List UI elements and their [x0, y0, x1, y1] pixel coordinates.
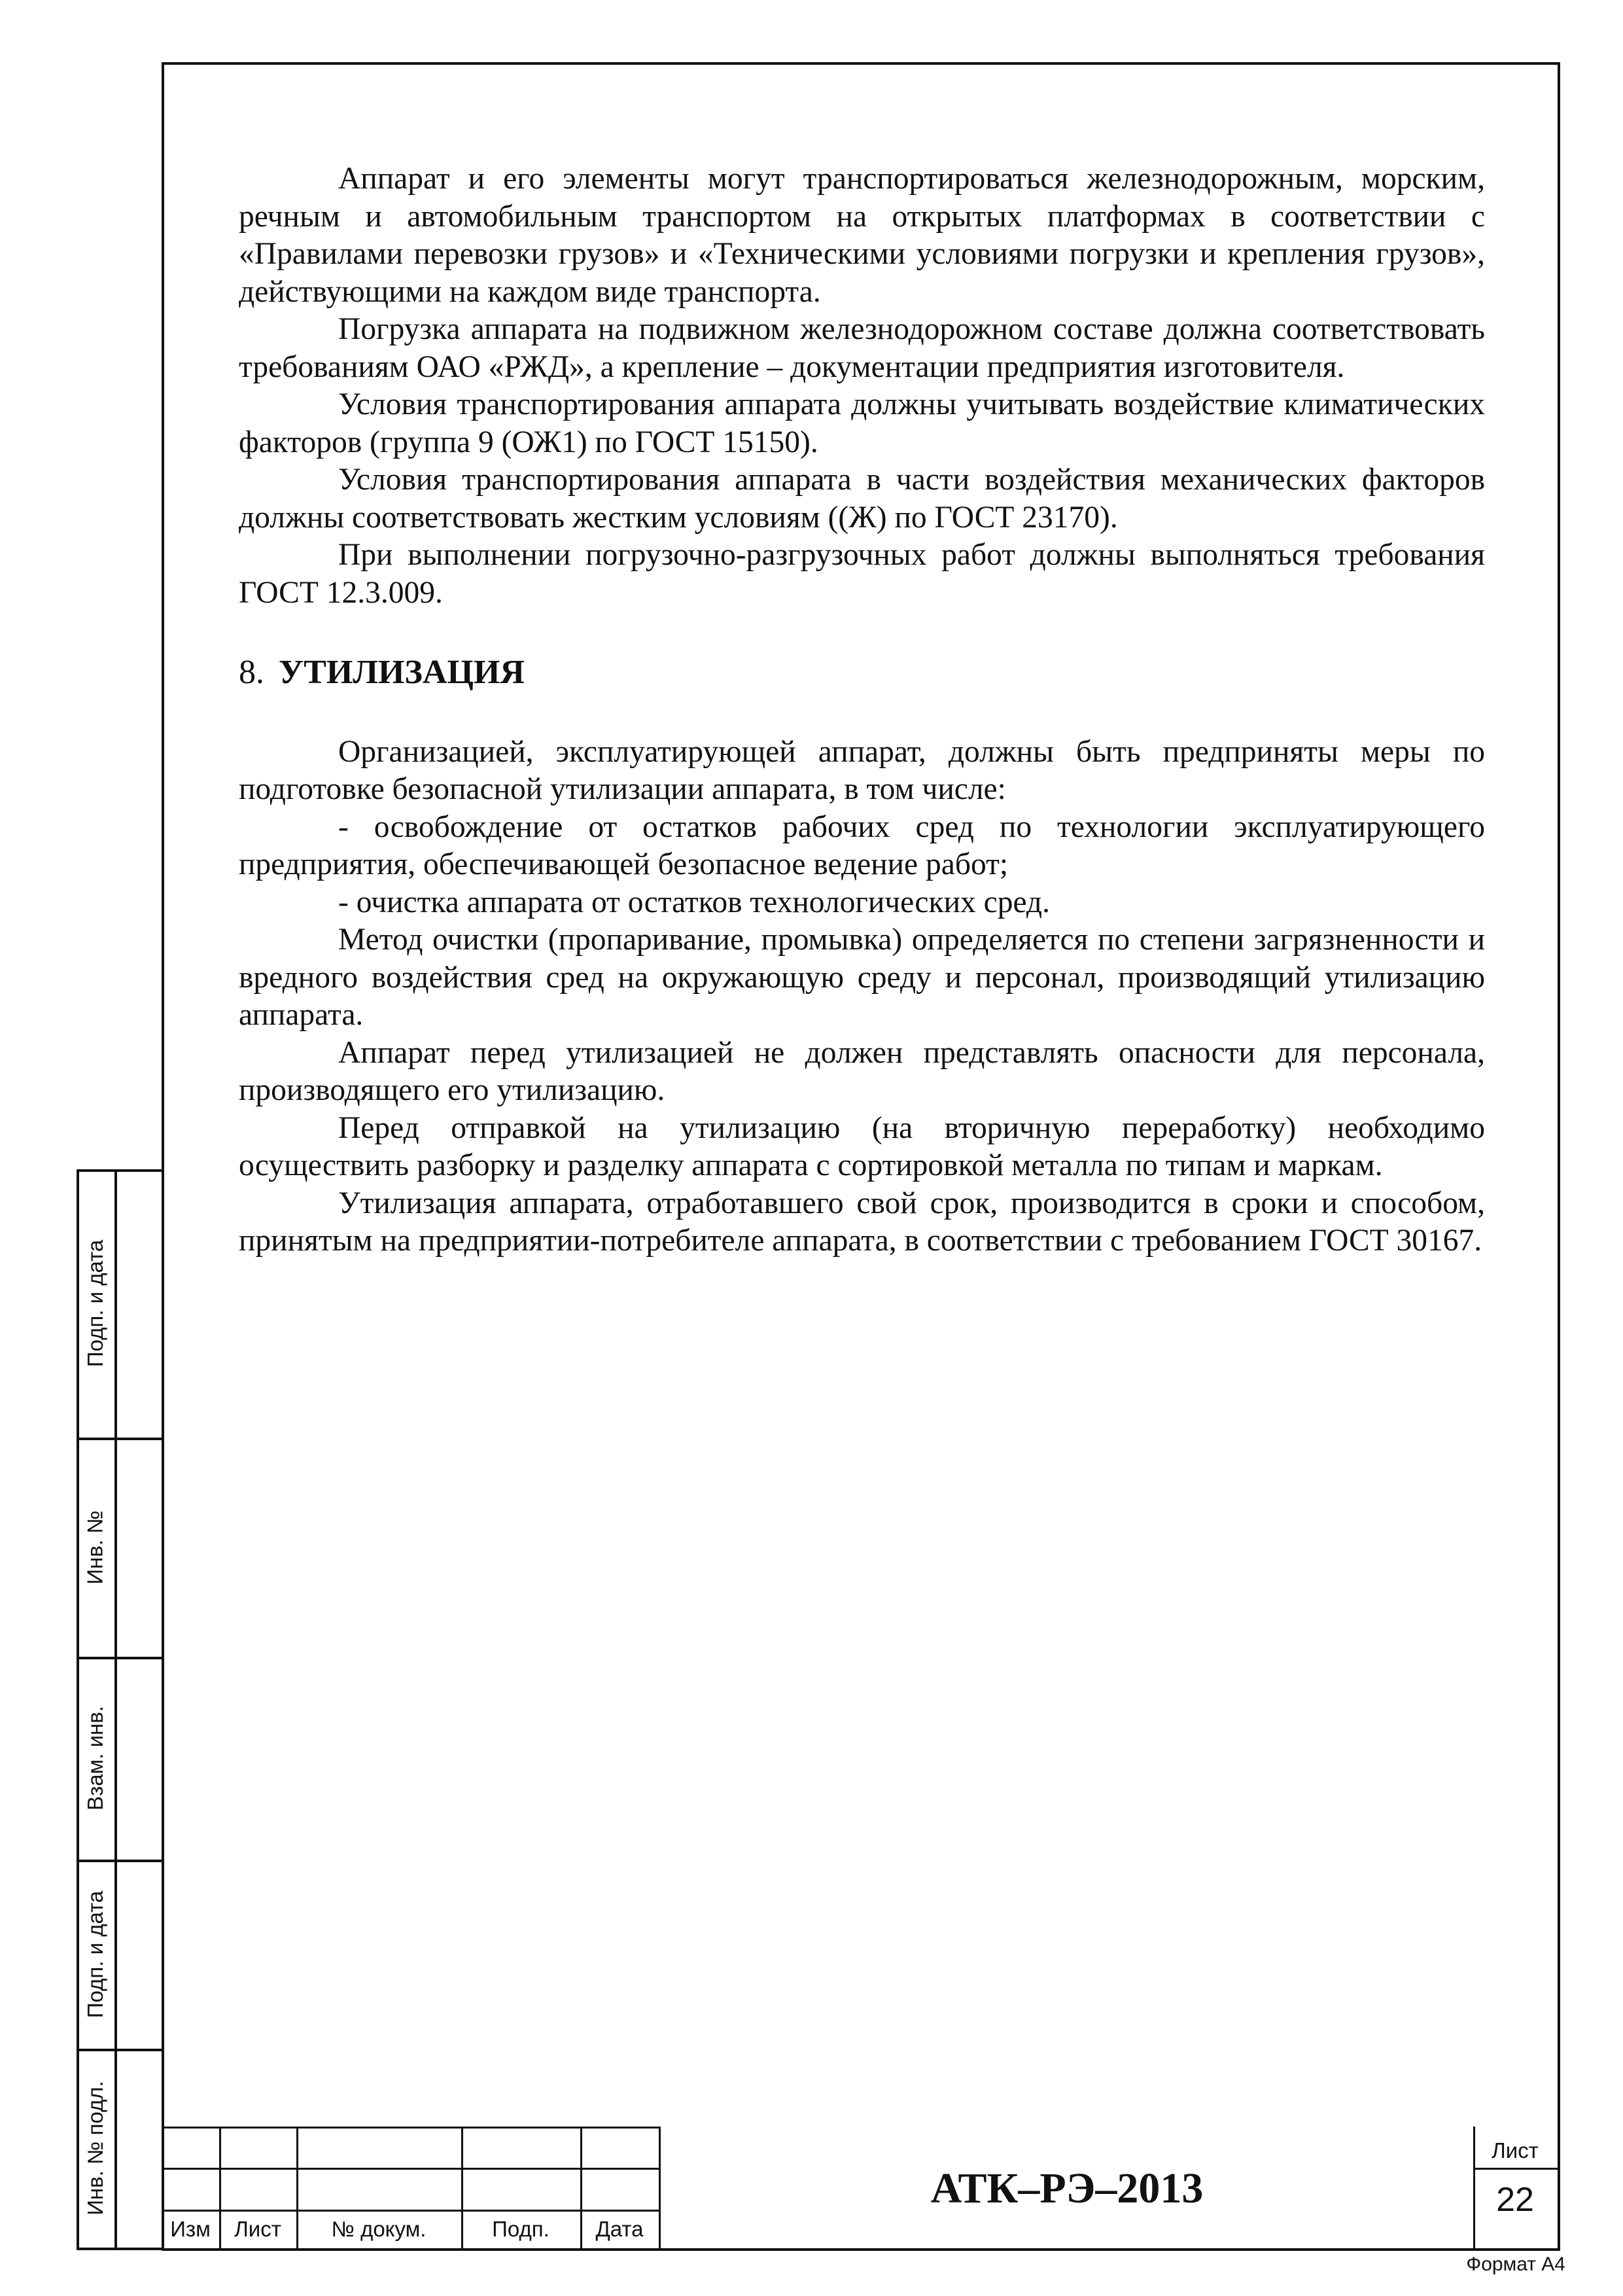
- paragraph: Аппарат перед утилизацией не должен представлять опасности для персонала, производящего его утилизацию.: [239, 1035, 1485, 1107]
- paragraph: Условия транспортирования аппарата в части воздействия механических факторов должны соответствовать жестким условиям ((Ж) по ГОСТ 23170).: [239, 463, 1485, 535]
- section-number: 8.: [239, 654, 264, 691]
- column-label-signature: Подп.: [492, 2217, 550, 2241]
- title-block: [162, 2127, 1560, 2251]
- title-block-line: [1475, 2168, 1560, 2170]
- column-label-change: Изм: [170, 2217, 211, 2241]
- list-item: - освобождение от остатков рабочих сред по технологии эксплуатирующего предприятия, обеспечивающей безопасное ведение работ;: [239, 809, 1485, 881]
- document-body: [239, 160, 1485, 1260]
- section-heading: [239, 654, 1485, 692]
- title-block-line: [162, 2168, 659, 2170]
- format-label: Формат А4: [1466, 2253, 1565, 2275]
- list-item: - очистка аппарата от остатков технологических сред.: [338, 885, 1050, 919]
- side-label-original-inv-no: Инв. № подл.: [83, 2081, 107, 2216]
- title-block-line: [162, 2127, 659, 2128]
- paragraph: При выполнении погрузочно-разгрузочных работ должны выполняться требования ГОСТ 12.3.009.: [239, 538, 1485, 610]
- document-code: АТК–РЭ–2013: [930, 2164, 1204, 2212]
- section-title: УТИЛИЗАЦИЯ: [279, 654, 525, 691]
- column-label-sheet: Лист: [234, 2217, 281, 2241]
- paragraph: Утилизация аппарата, отработавшего свой срок, производится в сроки и способом, принятым на предприятии-потребителе аппарата, в соответствии с требованием ГОСТ 30167.: [239, 1186, 1485, 1258]
- side-label-replaced-inv: Взам. инв.: [83, 1706, 108, 1810]
- strip-border: [77, 2248, 164, 2250]
- paragraph: Метод очистки (пропаривание, промывка) определяется по степени загрязненности и вредного воздействия сред на окружающую среду и персонал, производящий утилизацию аппарата.: [239, 923, 1485, 1032]
- side-label-inv-no: Инв. №: [83, 1510, 107, 1585]
- side-label-sign-date: Подп. и дата: [83, 1890, 108, 2018]
- strip-divider: [114, 1169, 117, 2250]
- side-signature-strip: [77, 1169, 162, 2250]
- column-label-document-no: № докум.: [331, 2217, 427, 2241]
- paragraph: Условия транспортирования аппарата должны учитывать воздействие климатических факторов (группа 9 (ОЖ1) по ГОСТ 15150).: [239, 387, 1485, 459]
- sheet-number: 22: [1496, 2181, 1534, 2219]
- column-label-date: Дата: [595, 2217, 644, 2241]
- side-label-sign-date: Подп. и дата: [83, 1239, 108, 1368]
- paragraph: Перед отправкой на утилизацию (на вторичную переработку) необходимо осуществить разборку и разделку аппарата с сортировкой металла по типам и маркам.: [239, 1110, 1485, 1182]
- sheet-label: Лист: [1492, 2138, 1539, 2163]
- paragraph: Организацией, эксплуатирующей аппарат, должны быть предприняты меры по подготовке безопасной утилизации аппарата, в том числе:: [239, 734, 1485, 806]
- title-block-line: [162, 2210, 659, 2212]
- paragraph: Аппарат и его элементы могут транспортироваться железнодорожным, морским, речным и автомобильным транспортом на открытых платформах в соответствии с «Правилами перевозки грузов» и «Техническими условиями погрузки и крепления грузов», действующими на каждом виде транспорта.: [239, 162, 1485, 309]
- paragraph: Погрузка аппарата на подвижном железнодорожном составе должна соответствовать требованиям ОАО «РЖД», а крепление – документации предприятия изготовителя.: [239, 312, 1485, 384]
